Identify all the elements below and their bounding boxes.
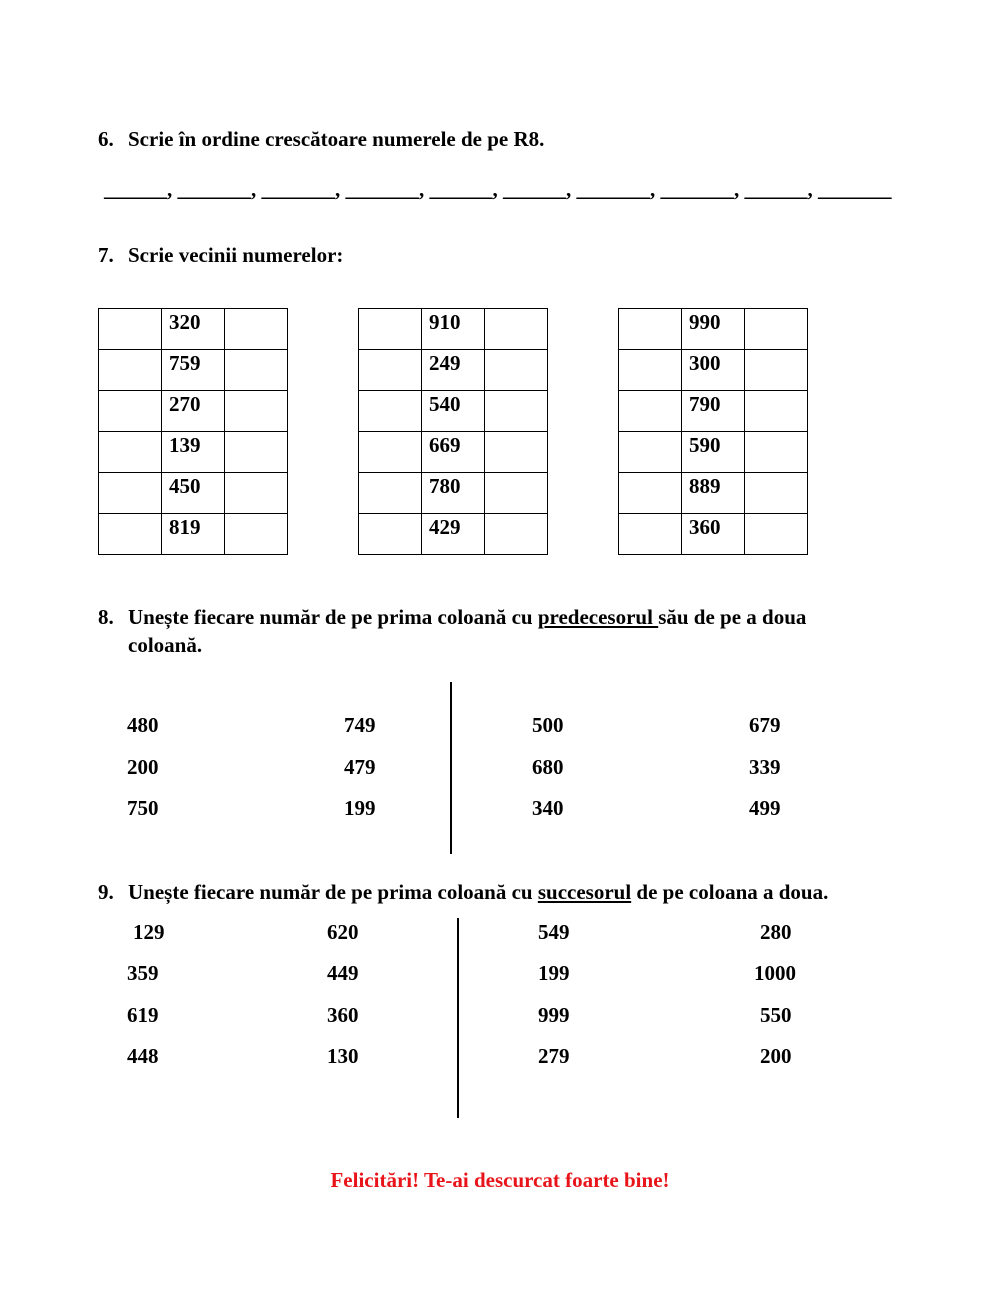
neighbor-blank-left[interactable] bbox=[619, 432, 682, 473]
q9-left-col1-item[interactable]: 359 bbox=[127, 961, 159, 985]
neighbor-blank-right[interactable] bbox=[485, 514, 548, 555]
q8-right-col2-item[interactable]: 679 bbox=[749, 713, 781, 737]
neighbor-number: 540 bbox=[422, 391, 485, 432]
q9-left-col2-item[interactable]: 620 bbox=[327, 920, 359, 944]
q9-number: 9. bbox=[98, 880, 114, 904]
q8-right-col1-item[interactable]: 500 bbox=[532, 713, 564, 737]
q8-left-col2-item[interactable]: 749 bbox=[344, 713, 376, 737]
q8-left-col2-item[interactable]: 199 bbox=[344, 796, 376, 820]
q9-left-col2-item[interactable]: 449 bbox=[327, 961, 359, 985]
q8-text-line2: coloană. bbox=[128, 633, 203, 657]
neighbor-number: 360 bbox=[682, 514, 745, 555]
neighbor-number: 139 bbox=[162, 432, 225, 473]
q9-right-col2-item[interactable]: 1000 bbox=[754, 961, 796, 985]
neighbor-blank-left[interactable] bbox=[619, 514, 682, 555]
q8-left-col1-item[interactable]: 750 bbox=[127, 796, 159, 820]
q9-right-col2-item[interactable]: 280 bbox=[760, 920, 792, 944]
neighbor-number: 320 bbox=[162, 309, 225, 350]
neighbor-blank-right[interactable] bbox=[745, 309, 808, 350]
q8-right-col2-item[interactable]: 339 bbox=[749, 755, 781, 779]
q9-text-after: de pe coloana a doua. bbox=[631, 880, 829, 904]
q6-number: 6. bbox=[98, 127, 114, 151]
neighbor-blank-right[interactable] bbox=[485, 391, 548, 432]
neighbors-table-1 bbox=[98, 308, 288, 555]
neighbor-blank-left[interactable] bbox=[619, 309, 682, 350]
neighbor-number: 450 bbox=[162, 473, 225, 514]
neighbor-blank-right[interactable] bbox=[485, 473, 548, 514]
neighbor-blank-left[interactable] bbox=[99, 473, 162, 514]
neighbor-number: 819 bbox=[162, 514, 225, 555]
neighbor-blank-right[interactable] bbox=[745, 350, 808, 391]
q8-text-before: Unește fiecare număr de pe prima coloană cu bbox=[128, 605, 538, 629]
neighbor-number: 669 bbox=[422, 432, 485, 473]
neighbor-blank-right[interactable] bbox=[225, 391, 288, 432]
neighbor-blank-left[interactable] bbox=[99, 391, 162, 432]
neighbor-blank-right[interactable] bbox=[745, 514, 808, 555]
neighbor-blank-left[interactable] bbox=[359, 309, 422, 350]
q9-right-col1-item[interactable]: 279 bbox=[538, 1044, 570, 1068]
q9-left-col1-item[interactable]: 448 bbox=[127, 1044, 159, 1068]
congratulations-message: Felicitări! Te-ai descurcat foarte bine! bbox=[330, 1168, 670, 1192]
q9-left-col2-item[interactable]: 130 bbox=[327, 1044, 359, 1068]
neighbor-number: 590 bbox=[682, 432, 745, 473]
neighbor-number: 249 bbox=[422, 350, 485, 391]
q9-text bbox=[128, 880, 828, 905]
neighbor-blank-left[interactable] bbox=[359, 432, 422, 473]
q8-number: 8. bbox=[98, 605, 114, 629]
neighbor-number: 780 bbox=[422, 473, 485, 514]
neighbor-blank-left[interactable] bbox=[99, 432, 162, 473]
neighbors-table-3 bbox=[618, 308, 808, 555]
neighbor-blank-right[interactable] bbox=[225, 350, 288, 391]
neighbor-blank-right[interactable] bbox=[485, 309, 548, 350]
neighbor-blank-left[interactable] bbox=[99, 350, 162, 391]
neighbor-number: 759 bbox=[162, 350, 225, 391]
neighbor-blank-left[interactable] bbox=[619, 473, 682, 514]
neighbor-blank-left[interactable] bbox=[99, 514, 162, 555]
neighbor-number: 300 bbox=[682, 350, 745, 391]
q8-text-after: său de pe a doua bbox=[658, 605, 807, 629]
neighbor-blank-right[interactable] bbox=[485, 432, 548, 473]
q8-underlined-word: predecesorul bbox=[537, 605, 659, 629]
q8-right-col1-item[interactable]: 680 bbox=[532, 755, 564, 779]
q8-right-col1-item[interactable]: 340 bbox=[532, 796, 564, 820]
q8-left-col1-item[interactable]: 480 bbox=[127, 713, 159, 737]
neighbor-blank-left[interactable] bbox=[99, 309, 162, 350]
q9-underlined-word: succesorul bbox=[537, 880, 632, 904]
neighbor-blank-left[interactable] bbox=[359, 514, 422, 555]
neighbor-number: 790 bbox=[682, 391, 745, 432]
q8-divider bbox=[450, 682, 452, 854]
q7-number: 7. bbox=[98, 243, 114, 267]
neighbor-blank-left[interactable] bbox=[619, 391, 682, 432]
q9-right-col2-item[interactable]: 200 bbox=[760, 1044, 792, 1068]
q9-left-col2-item[interactable]: 360 bbox=[327, 1003, 359, 1027]
neighbor-blank-left[interactable] bbox=[359, 473, 422, 514]
q9-divider bbox=[457, 918, 459, 1118]
neighbor-blank-right[interactable] bbox=[225, 514, 288, 555]
q9-left-col1-item[interactable]: 129 bbox=[133, 920, 165, 944]
q7-text: Scrie vecinii numerelor: bbox=[128, 243, 344, 267]
q8-left-col1-item[interactable]: 200 bbox=[127, 755, 159, 779]
q9-right-col1-item[interactable]: 199 bbox=[538, 961, 570, 985]
q8-right-col2-item[interactable]: 499 bbox=[749, 796, 781, 820]
neighbors-table-2 bbox=[358, 308, 548, 555]
neighbor-blank-left[interactable] bbox=[359, 350, 422, 391]
neighbor-blank-right[interactable] bbox=[745, 432, 808, 473]
q9-left-col1-item[interactable]: 619 bbox=[127, 1003, 159, 1027]
neighbor-blank-left[interactable] bbox=[619, 350, 682, 391]
q9-right-col1-item[interactable]: 549 bbox=[538, 920, 570, 944]
neighbor-blank-right[interactable] bbox=[745, 473, 808, 514]
neighbor-blank-left[interactable] bbox=[359, 391, 422, 432]
neighbor-number: 889 bbox=[682, 473, 745, 514]
q8-text bbox=[128, 605, 806, 630]
q9-right-col1-item[interactable]: 999 bbox=[538, 1003, 570, 1027]
q9-right-col2-item[interactable]: 550 bbox=[760, 1003, 792, 1027]
neighbor-blank-right[interactable] bbox=[225, 473, 288, 514]
neighbor-blank-right[interactable] bbox=[225, 309, 288, 350]
q8-left-col2-item[interactable]: 479 bbox=[344, 755, 376, 779]
neighbor-number: 990 bbox=[682, 309, 745, 350]
neighbor-number: 270 bbox=[162, 391, 225, 432]
neighbor-blank-right[interactable] bbox=[485, 350, 548, 391]
neighbor-number: 429 bbox=[422, 514, 485, 555]
q6-blanks[interactable]: ______, _______, _______, _______, ______, ______, _______, _______, ______, _______ bbox=[104, 177, 892, 201]
neighbor-blank-right[interactable] bbox=[225, 432, 288, 473]
neighbor-blank-right[interactable] bbox=[745, 391, 808, 432]
q6-text: Scrie în ordine crescătoare numerele de pe R8. bbox=[128, 127, 545, 151]
neighbor-number: 910 bbox=[422, 309, 485, 350]
q9-text-before: Unește fiecare număr de pe prima coloană cu bbox=[128, 880, 538, 904]
